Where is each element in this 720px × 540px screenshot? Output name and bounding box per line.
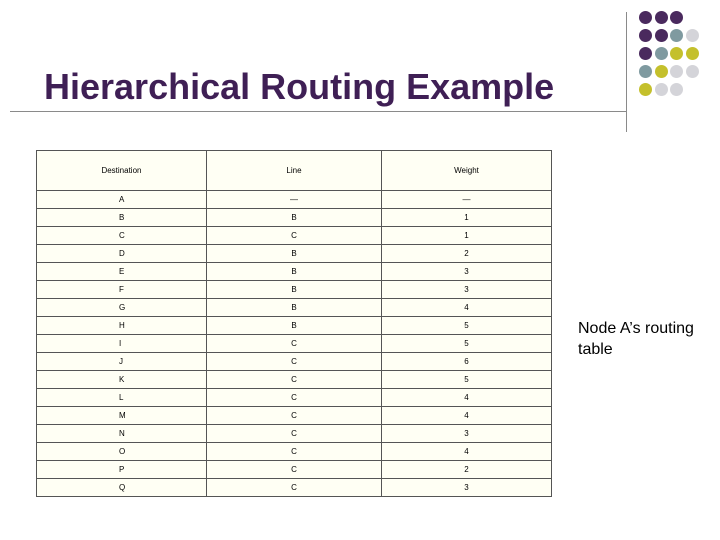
decorative-dot bbox=[655, 47, 668, 60]
cell-line: C bbox=[206, 353, 381, 371]
cell-destination: C bbox=[37, 227, 207, 245]
table-row bbox=[37, 353, 552, 371]
table-row bbox=[37, 191, 552, 209]
table-header-row bbox=[37, 151, 552, 191]
cell-weight: 3 bbox=[382, 425, 552, 443]
cell-line: C bbox=[206, 479, 381, 497]
cell-destination: H bbox=[37, 317, 207, 335]
cell-line: C bbox=[206, 335, 381, 353]
cell-weight: 6 bbox=[382, 353, 552, 371]
cell-destination: F bbox=[37, 281, 207, 299]
decorative-dot bbox=[670, 11, 683, 24]
cell-weight: 4 bbox=[382, 299, 552, 317]
cell-line: B bbox=[206, 245, 381, 263]
cell-line: B bbox=[206, 299, 381, 317]
table-row bbox=[37, 281, 552, 299]
table-row bbox=[37, 461, 552, 479]
cell-line: — bbox=[206, 191, 381, 209]
cell-line: C bbox=[206, 227, 381, 245]
table-row bbox=[37, 479, 552, 497]
decorative-dot bbox=[686, 65, 699, 78]
cell-destination: L bbox=[37, 389, 207, 407]
decorative-dot bbox=[639, 65, 652, 78]
decorative-dot bbox=[670, 47, 683, 60]
cell-weight: 3 bbox=[382, 281, 552, 299]
caption-line-1: Node A’s routing bbox=[578, 320, 694, 337]
decorative-dot bbox=[655, 83, 668, 96]
cell-line: B bbox=[206, 281, 381, 299]
cell-destination: B bbox=[37, 209, 207, 227]
table-row bbox=[37, 371, 552, 389]
cell-weight: 4 bbox=[382, 407, 552, 425]
cell-weight: 4 bbox=[382, 389, 552, 407]
decorative-dot bbox=[639, 47, 652, 60]
table-row bbox=[37, 317, 552, 335]
cell-line: B bbox=[206, 317, 381, 335]
table-row bbox=[37, 407, 552, 425]
cell-line: C bbox=[206, 425, 381, 443]
cell-weight: — bbox=[382, 191, 552, 209]
decorative-dot bbox=[639, 83, 652, 96]
cell-weight: 3 bbox=[382, 479, 552, 497]
table-row bbox=[37, 389, 552, 407]
table-row bbox=[37, 209, 552, 227]
cell-weight: 4 bbox=[382, 443, 552, 461]
cell-destination: E bbox=[37, 263, 207, 281]
cell-line: C bbox=[206, 407, 381, 425]
cell-destination: K bbox=[37, 371, 207, 389]
cell-destination: N bbox=[37, 425, 207, 443]
cell-destination: P bbox=[37, 461, 207, 479]
cell-line: C bbox=[206, 443, 381, 461]
decorative-dot bbox=[655, 29, 668, 42]
caption-line-2: table bbox=[578, 341, 613, 358]
cell-weight: 5 bbox=[382, 371, 552, 389]
routing-table-caption bbox=[578, 318, 694, 360]
table-row bbox=[37, 227, 552, 245]
table-row bbox=[37, 299, 552, 317]
table-row bbox=[37, 335, 552, 353]
decorative-dot bbox=[670, 83, 683, 96]
cell-weight: 1 bbox=[382, 209, 552, 227]
cell-line: C bbox=[206, 371, 381, 389]
decorative-dot-grid bbox=[639, 11, 703, 107]
decorative-dot bbox=[655, 11, 668, 24]
table-row bbox=[37, 443, 552, 461]
cell-line: C bbox=[206, 389, 381, 407]
decorative-dot bbox=[655, 65, 668, 78]
cell-destination: A bbox=[37, 191, 207, 209]
table-row bbox=[37, 263, 552, 281]
cell-destination: J bbox=[37, 353, 207, 371]
decorative-dot bbox=[686, 29, 699, 42]
cell-weight: 5 bbox=[382, 317, 552, 335]
vertical-divider bbox=[626, 12, 627, 132]
slide-title: Hierarchical Routing Example bbox=[44, 66, 555, 107]
header-weight: Weight bbox=[382, 151, 552, 191]
decorative-dot bbox=[639, 11, 652, 24]
table-row bbox=[37, 245, 552, 263]
cell-line: B bbox=[206, 263, 381, 281]
cell-line: C bbox=[206, 461, 381, 479]
cell-weight: 2 bbox=[382, 461, 552, 479]
table-row bbox=[37, 425, 552, 443]
cell-line: B bbox=[206, 209, 381, 227]
cell-weight: 5 bbox=[382, 335, 552, 353]
cell-destination: D bbox=[37, 245, 207, 263]
cell-weight: 1 bbox=[382, 227, 552, 245]
routing-table bbox=[36, 150, 552, 497]
decorative-dot bbox=[670, 65, 683, 78]
header-destination: Destination bbox=[37, 151, 207, 191]
cell-destination: M bbox=[37, 407, 207, 425]
cell-weight: 2 bbox=[382, 245, 552, 263]
title-underline bbox=[10, 111, 626, 112]
decorative-dot bbox=[686, 47, 699, 60]
cell-weight: 3 bbox=[382, 263, 552, 281]
cell-destination: Q bbox=[37, 479, 207, 497]
header-line: Line bbox=[206, 151, 381, 191]
decorative-dot bbox=[670, 29, 683, 42]
cell-destination: O bbox=[37, 443, 207, 461]
cell-destination: G bbox=[37, 299, 207, 317]
cell-destination: I bbox=[37, 335, 207, 353]
decorative-dot bbox=[639, 29, 652, 42]
